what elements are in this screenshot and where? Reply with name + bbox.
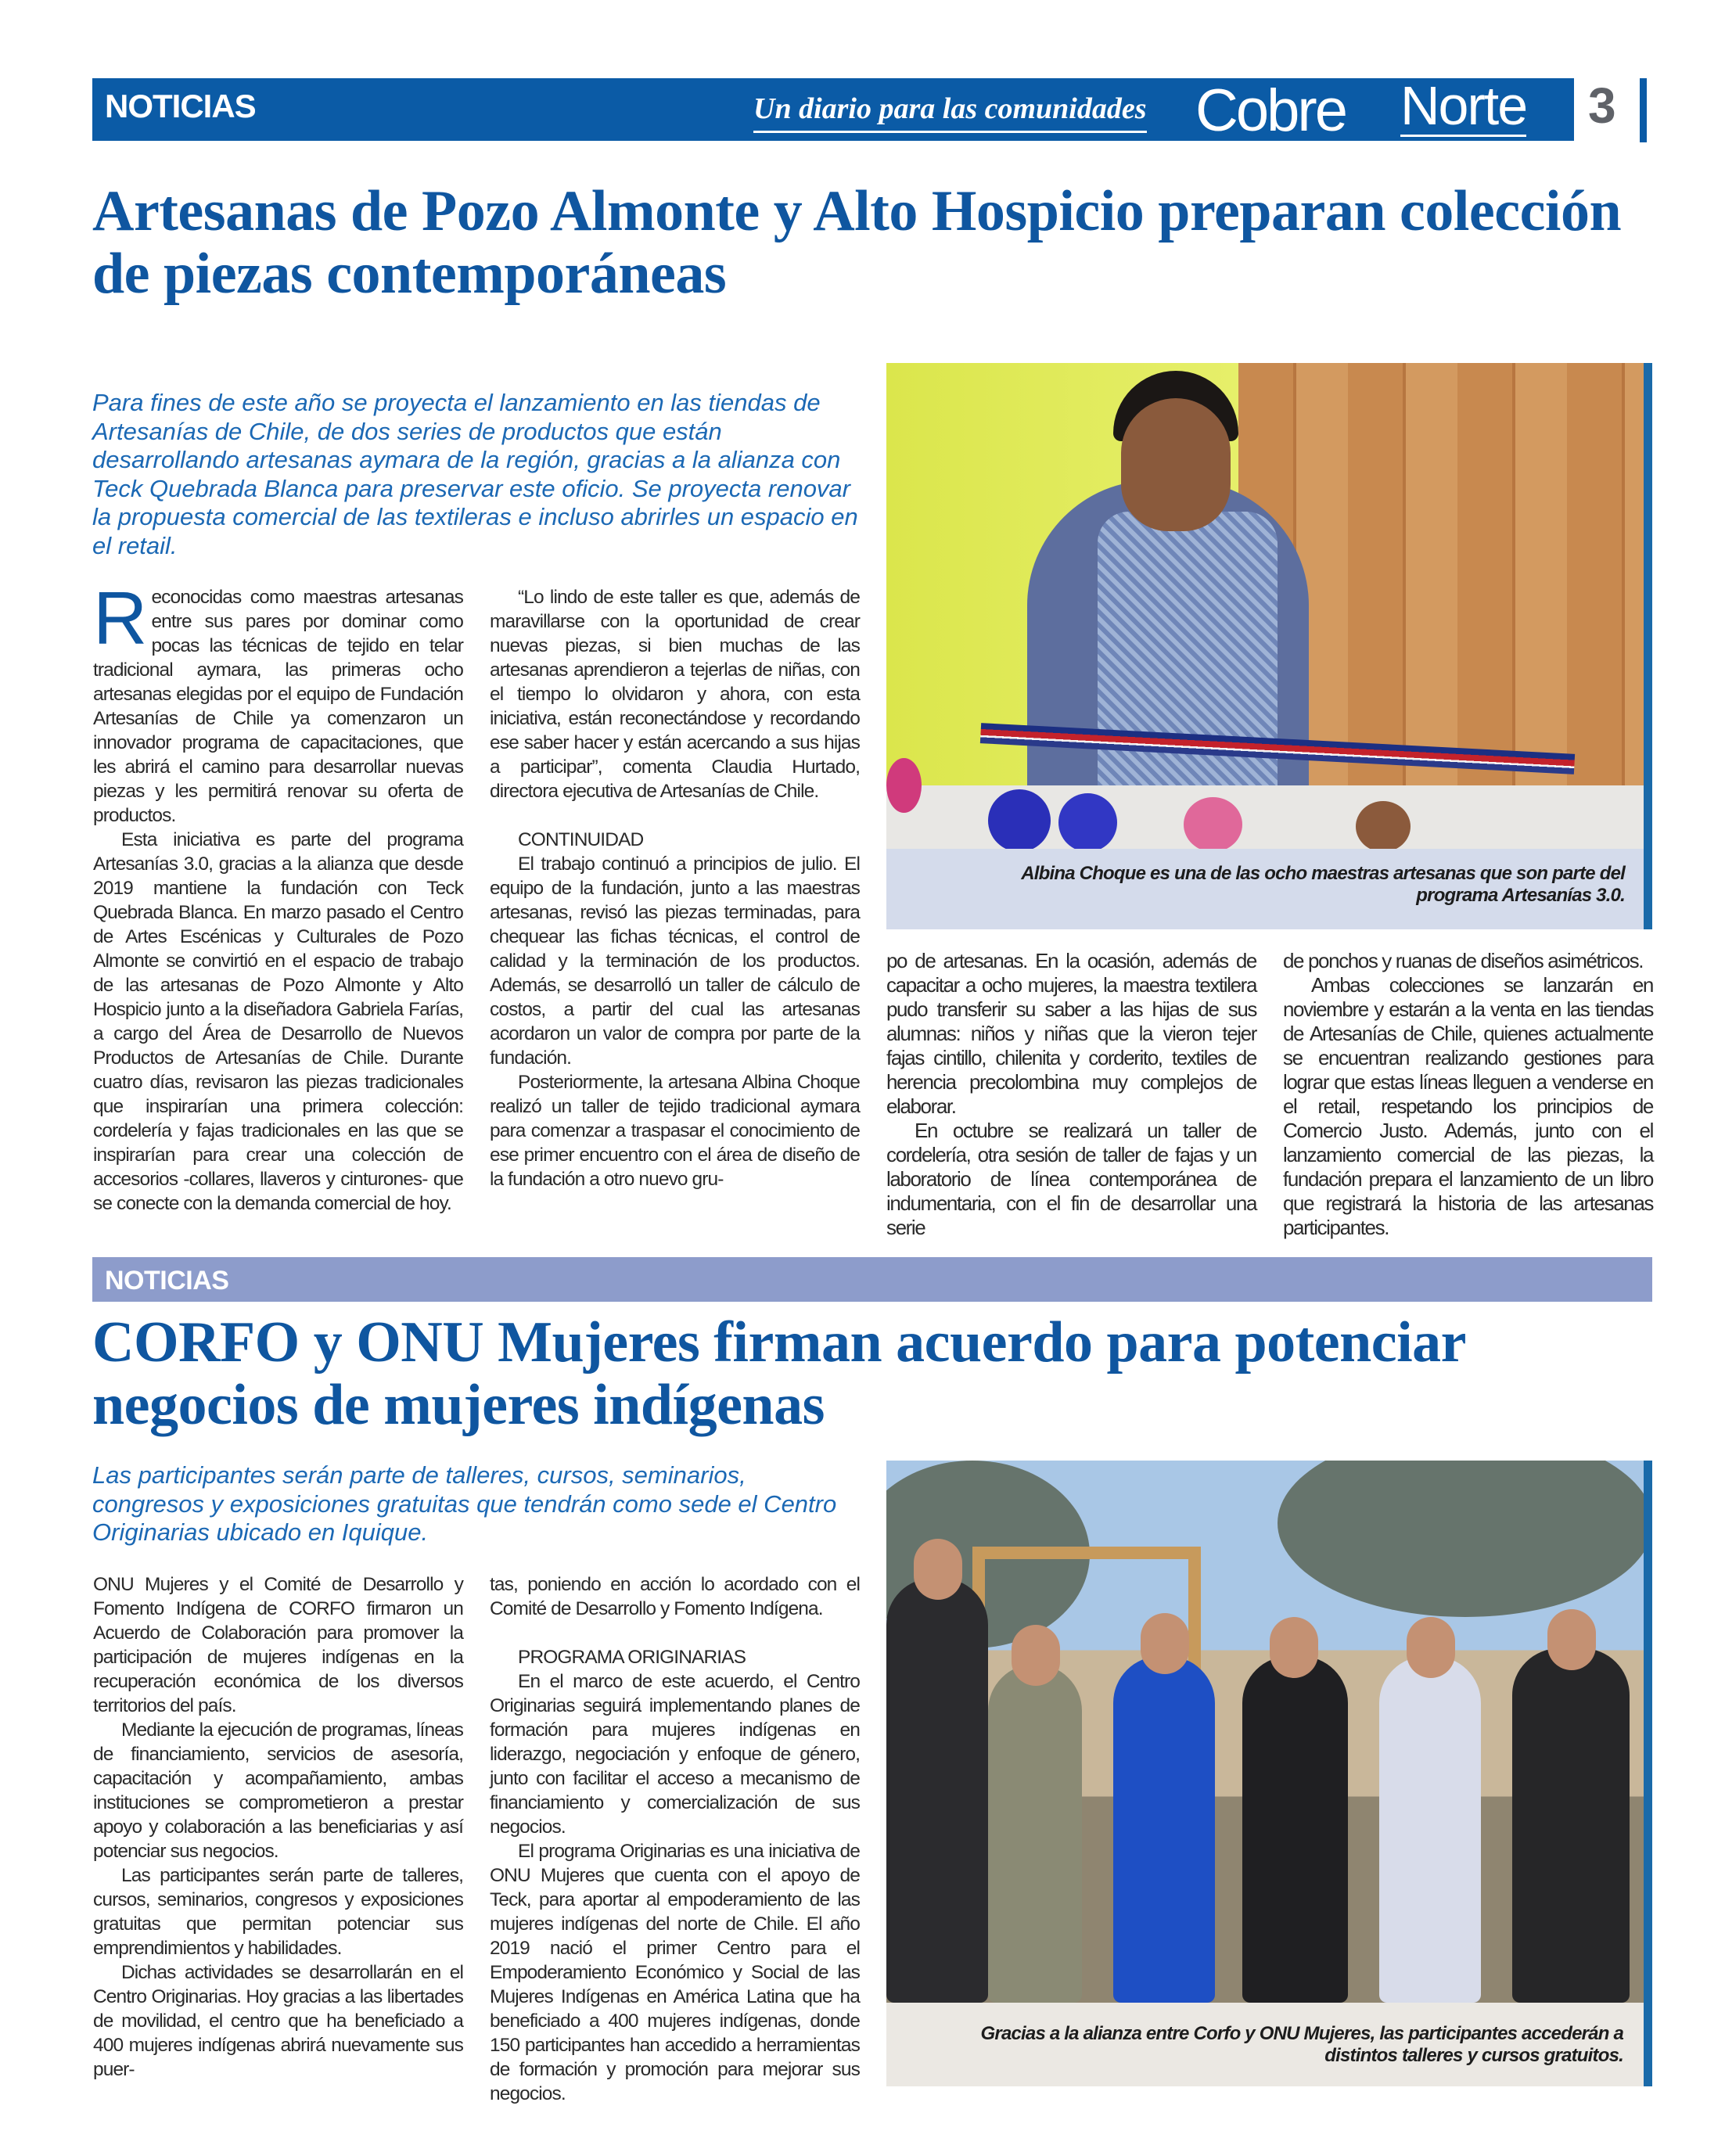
paragraph: En octubre se realizará un taller de cordelería, otra sesión de taller de fajas y un laboratorio de línea contemporánea de indumentaria, con el fin de desarrollar una serie (886, 1119, 1256, 1239)
article2-column-1 (93, 1572, 463, 2082)
paragraph: El programa Originarias es una iniciativa de ONU Mujeres que cuenta con el apoyo de Teck, para aportar al empoderamiento de las mujeres indígenas del norte de Chile. El año 2019 nació el primer Centro para el Empoderamiento Económico y Social de las Mujeres Indígenas en América Latina que ha beneficiado a 400 mujeres indígenas, donde 150 participantes han accedido a herramientas de formación y promoción para mejorar sus negocios. (490, 1841, 860, 2104)
article1-photo (886, 363, 1645, 849)
paragraph: de ponchos y ruanas de diseños asimétricos. (1283, 949, 1644, 972)
tagline: Un diario para las comunidades (753, 92, 1147, 133)
paragraph (93, 577, 463, 828)
paragraph: Esta iniciativa es parte del programa Artesanías 3.0, gracias a la alianza que desde 2019 mantiene la fundación con Teck Quebrada Blanca. En marzo pasado el Centro de Artes Escénicas y Culturales de Pozo Almonte se convirtió en el espacio de trabajo de las artesanas de Pozo Almonte y Alto Hospicio junto a la diseñadora Gabriela Farías, a cargo del Área de Desarrollo de Nuevos Productos de Artesanías de Chile. Durante cuatro días, revisaron las piezas tradicionales que inspirarían una primera colección: cordelería y fajas tradicionales en las que se inspirarían para crear una colección de accesorios -collares, llaveros y cinturones- que se conecte con la demanda comercial de hoy. (93, 829, 463, 1214)
article2-headline: CORFO y ONU Mujeres firman acuerdo para potenciar negocios de mujeres indígenas (92, 1310, 1465, 1437)
article1-column-3 (886, 949, 1256, 1240)
paragraph: Posteriormente, la artesana Albina Choque realizó un taller de tejido tradicional aymara para comenzar a traspasar el conocimiento de ese primer encuentro con el área de diseño de la fundación a otro nuevo gru- (490, 1072, 860, 1190)
article1-photo-caption: Albina Choque es una de las ocho maestras artesanas que son parte del programa Artesanías 3.0. (1021, 863, 1625, 906)
photo-accent-bar (1644, 363, 1652, 929)
paragraph: Las participantes serán parte de talleres, cursos, seminarios, congresos y exposiciones gratuitas que permitan potenciar sus emprendimientos y habilidades. (93, 1865, 463, 1959)
article2-lead: Las participantes serán parte de talleres, cursos, seminarios, congresos y exposiciones gratuitas que tendrán como sede el Centro Originarias ubicado en Iquique. (92, 1461, 837, 1546)
page-number: 3 (1588, 77, 1616, 134)
masthead-bar (92, 75, 1574, 144)
paragraph-text: econocidas como maestras artesanas entre sus pares por dominar como pocas las técnicas de tejido en telar tradicional aymara, las primeras ocho artesanas elegidas por el equipo de Fundación Artesanías de Chile ya comenzaron un innovador programa de capacitaciones, que les abrirá el camino para desarrollar nuevas piezas y les permitirá renovar su oferta de productos. (93, 587, 463, 826)
article1-column-4 (1283, 949, 1653, 1240)
photo-accent-bar (1644, 1461, 1652, 2086)
paragraph: ONU Mujeres y el Comité de Desarrollo y Fomento Indígena de CORFO firmaron un Acuerdo de Colaboración para promover la participación de mujeres indígenas en la recuperación económica de los diversos territorios del país. (93, 1574, 463, 1716)
article1-headline: Artesanas de Pozo Almonte y Alto Hospicio preparan colección de piezas contemporáneas (92, 179, 1622, 306)
article2-photo (886, 1461, 1644, 2003)
section-label: NOTICIAS (105, 1266, 229, 1295)
article2-photo-caption: Gracias a la alianza entre Corfo y ONU Mujeres, las participantes accederán a distintos talleres y cursos gratuitos. (980, 2023, 1623, 2066)
subheading: PROGRAMA ORIGINARIAS (518, 1647, 746, 1668)
article2-photo-caption-band (886, 2003, 1644, 2086)
subheading: CONTINUIDAD (518, 829, 644, 850)
article1-column-2 (490, 585, 860, 1191)
logo-cobre: Cobre (1195, 77, 1346, 144)
paragraph: Mediante la ejecución de programas, líneas de financiamiento, servicios de asesoría, capacitación y acompañamiento, ambas instituciones se comprometieron a prestar apoyo y colaboración a las beneficiarias y así potenciar sus negocios. (93, 1719, 463, 1862)
page-edge-bar (1640, 78, 1647, 142)
paragraph: En el marco de este acuerdo, el Centro Originarias seguirá implementando planes de formación para mujeres indígenas en liderazgo, negociación y enfoque de género, junto con facilitar el acceso a mecanismo de financiamiento y comercialización de sus negocios. (490, 1671, 860, 1838)
article1-lead: Para fines de este año se proyecta el lanzamiento en las tiendas de Artesanías de Chile, de dos series de productos que están desarrollando artesanas aymara de la región, gracias a la alianza con Teck Quebrada Blanca para preservar este oficio. Se proyecta renovar la propuesta comercial de las textileras e incluso abrirles un espacio en el retail. (92, 389, 858, 559)
paragraph: Ambas colecciones se lanzarán en noviembre y estarán a la venta en las tiendas de Artesanías de Chile, quienes actualmente se encuentran realizando gestiones para lograr que estas líneas lleguen a venderse en el retail, respetando los principios de Comercio Justo. Además, junto con el lanzamiento comercial de las piezas, la fundación prepara el lanzamiento de un libro que registrará la historia de las artesanas participantes. (1283, 973, 1653, 1239)
article1-photo-caption-band (886, 849, 1645, 929)
section-label: NOTICIAS (105, 88, 256, 124)
logo-norte: Norte (1400, 75, 1527, 136)
paragraph: “Lo lindo de este taller es que, además de maravillarse con la oportunidad de crear nuevas piezas, si bien muchas de las artesanas aprendieron a tejerlas de niñas, con el tiempo lo olvidaron y ahora, con esta iniciativa, están reconectándose y recordando ese saber hacer y están acercando a sus hijas a participar”, comenta Claudia Hurtado, directora ejecutiva de Artesanías de Chile. (490, 587, 860, 802)
paragraph: tas, poniendo en acción lo acordado con el Comité de Desarrollo y Fomento Indígena. (490, 1574, 860, 1619)
drop-cap: R (93, 577, 147, 660)
article1-column-1 (93, 577, 463, 1216)
section-bar (92, 1257, 1652, 1302)
paragraph: Dichas actividades se desarrollarán en el Centro Originarias. Hoy gracias a las libertades de movilidad, el centro que ha beneficiado a 400 mujeres indígenas abrirá nuevamente sus puer- (93, 1962, 463, 2080)
paragraph: El trabajo continuó a principios de julio. El equipo de la fundación, junto a las maestras artesanas, revisó las piezas terminadas, para chequear las fichas técnicas, el control de calidad y la terminación de los productos. Además, se desarrolló un taller de cálculo de costos, a partir del cual las artesanas acordaron un valor de compra por parte de la fundación. (490, 853, 860, 1069)
paragraph: po de artesanas. En la ocasión, además de capacitar a ocho mujeres, la maestra textilera pudo transferir su saber a las hijas de sus alumnas: niños y niñas que la vieron tejer fajas cintillo, chilenita y corderito, textiles de herencia precolombina muy complejos de elaborar. (886, 949, 1256, 1118)
article2-column-2 (490, 1572, 860, 2106)
